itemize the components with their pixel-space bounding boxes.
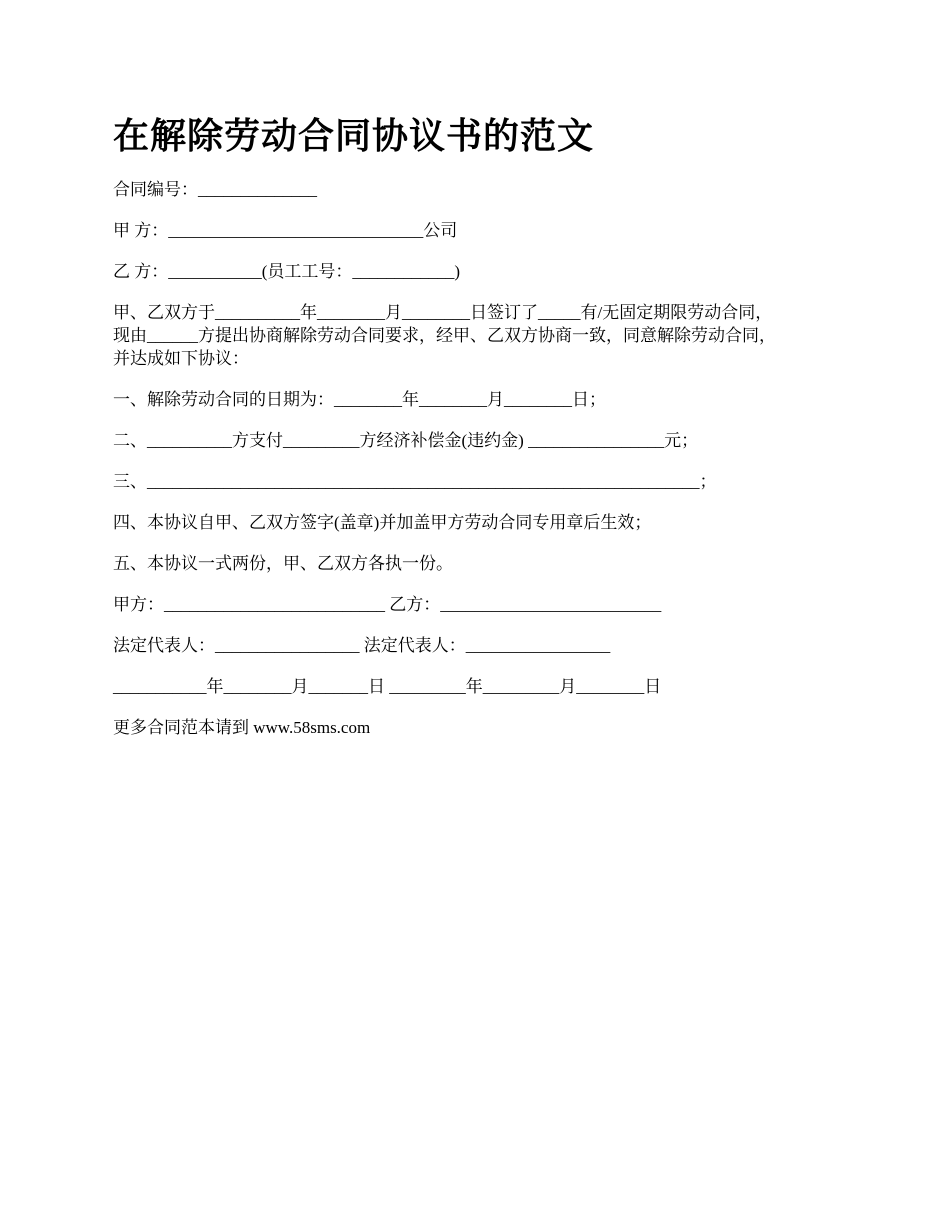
clause-3: 三、_________________________________________________________________； [113,472,717,491]
intro-line-3: 并达成如下协议： [113,349,249,368]
signature-representatives-line: 法定代表人：_________________ 法定代表人：_________________ [113,636,611,655]
clause-4: 四、本协议自甲、乙双方签字(盖章)并加盖甲方劳动合同专用章后生效； [113,513,652,532]
contract-number-line: 合同编号：______________ [113,180,317,199]
intro-line-2: 现由______方提出协商解除劳动合同要求，经甲、乙双方协商一致，同意解除劳动合同， [113,326,776,345]
signature-parties-line: 甲方：__________________________ 乙方：__________________________ [113,595,662,614]
document-page [113,110,843,757]
signature-dates-line: ___________年________月_______日 _________年_________月________日 [113,677,662,696]
party-b-line: 乙 方：___________(员工工号：____________) [113,262,461,281]
intro-line-1: 甲、乙双方于__________年________月________日签订了_____有/无固定期限劳动合同， [113,303,773,322]
intro-paragraph [113,301,843,370]
clause-5: 五、本协议一式两份，甲、乙双方各执一份。 [113,554,453,573]
party-a-line: 甲 方：______________________________公司 [113,221,458,240]
clause-1: 一、解除劳动合同的日期为：________年________月________日； [113,390,606,409]
clause-2: 二、__________方支付_________方经济补偿金(违约金) ________________元； [113,431,699,450]
page-title: 在解除劳动合同协议书的范文 [113,116,595,156]
footer-link-text: 更多合同范本请到 www.58sms.com [113,718,371,737]
